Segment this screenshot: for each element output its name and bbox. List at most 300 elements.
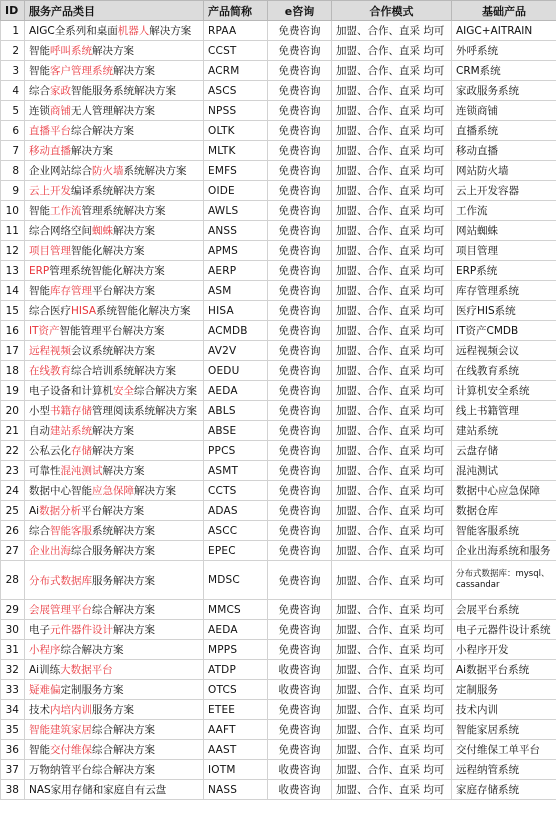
row-base-product: 远程纳管系统	[452, 760, 556, 780]
row-product-name	[25, 321, 204, 341]
row-e-consult: 收费咨询	[268, 680, 332, 700]
table-row	[1, 261, 556, 281]
name-highlight: 疑难偏	[29, 684, 61, 696]
table-row	[1, 61, 556, 81]
row-e-consult: 免费咨询	[268, 181, 332, 201]
row-e-consult: 免费咨询	[268, 121, 332, 141]
name-text: 智能	[29, 45, 50, 57]
row-id: 26	[1, 521, 25, 541]
name-highlight: 混沌测试	[60, 465, 103, 477]
row-product-name	[25, 241, 204, 261]
row-product-name	[25, 600, 204, 620]
row-e-consult: 免费咨询	[268, 321, 332, 341]
table-row	[1, 760, 556, 780]
row-base-product: 连锁商铺	[452, 101, 556, 121]
name-highlight: 蜘蛛	[92, 225, 113, 237]
row-e-consult: 免费咨询	[268, 620, 332, 640]
row-abbr: NPSS	[204, 101, 268, 121]
row-mode: 加盟、合作、直采 均可	[332, 381, 452, 401]
row-mode: 加盟、合作、直采 均可	[332, 61, 452, 81]
row-product-name	[25, 561, 204, 600]
row-abbr: MLTK	[204, 141, 268, 161]
row-id: 21	[1, 421, 25, 441]
name-highlight: 直播平台	[29, 125, 71, 137]
name-text: NAS家用存储和家庭自有云盘	[29, 784, 167, 796]
row-base-product: 库存管理系统	[452, 281, 556, 301]
name-text: 管理系统解决方案	[81, 205, 166, 217]
name-text: 平台解决方案	[81, 505, 145, 517]
row-product-name	[25, 640, 204, 660]
table-row	[1, 101, 556, 121]
row-product-name	[25, 101, 204, 121]
row-id: 4	[1, 81, 25, 101]
table-body	[1, 21, 556, 800]
row-product-name	[25, 660, 204, 680]
row-mode: 加盟、合作、直采 均可	[332, 41, 452, 61]
name-highlight: 小程序	[29, 644, 61, 656]
name-text: 综合解决方案	[71, 125, 134, 137]
row-base-product: 家庭存储系统	[452, 780, 556, 800]
row-base-product: 工作流	[452, 201, 556, 221]
row-abbr: ABSE	[204, 421, 268, 441]
row-mode: 加盟、合作、直采 均可	[332, 81, 452, 101]
row-base-product: Ai数据平台系统	[452, 660, 556, 680]
name-text: 解决方案	[113, 624, 155, 636]
name-highlight: 在线教育	[29, 365, 71, 377]
row-mode: 加盟、合作、直采 均可	[332, 141, 452, 161]
name-text: 综合	[29, 85, 50, 97]
name-text: 数据中心智能	[29, 485, 92, 497]
row-base-product: 线上书籍管理	[452, 401, 556, 421]
row-mode: 加盟、合作、直采 均可	[332, 541, 452, 561]
row-abbr: MMCS	[204, 600, 268, 620]
table-row	[1, 241, 556, 261]
row-e-consult: 免费咨询	[268, 61, 332, 81]
row-abbr: AAST	[204, 740, 268, 760]
row-abbr: ACMDB	[204, 321, 268, 341]
header-id: ID	[1, 1, 25, 21]
name-highlight: 防火墙	[92, 165, 124, 177]
row-product-name	[25, 401, 204, 421]
table-row	[1, 680, 556, 700]
name-highlight: 分布式数据库	[29, 574, 92, 587]
name-highlight: 家政	[50, 85, 71, 97]
name-highlight: 工作流	[50, 205, 82, 217]
name-highlight: 项目管理	[29, 245, 71, 257]
row-id: 11	[1, 221, 25, 241]
row-product-name	[25, 481, 204, 501]
row-abbr: OIDE	[204, 181, 268, 201]
name-text: 智能	[29, 205, 50, 217]
row-id: 23	[1, 461, 25, 481]
name-text: 综合培训系统解决方案	[71, 365, 176, 377]
row-abbr: NASS	[204, 780, 268, 800]
name-text: Ai	[29, 505, 40, 517]
row-mode: 加盟、合作、直采 均可	[332, 461, 452, 481]
name-highlight: 企业出海	[29, 545, 71, 557]
row-abbr: ASMT	[204, 461, 268, 481]
row-abbr: OTCS	[204, 680, 268, 700]
name-text: 可靠性	[29, 465, 61, 477]
row-abbr: RPAA	[204, 21, 268, 41]
name-text: 智能管理平台解决方案	[59, 325, 165, 337]
name-text: 智能	[29, 65, 50, 77]
row-product-name	[25, 261, 204, 281]
row-id: 7	[1, 141, 25, 161]
name-highlight: 大数据平台	[60, 664, 113, 676]
row-base-product: 电子元器件设计系统	[452, 620, 556, 640]
table-row	[1, 461, 556, 481]
name-highlight: 移动直播	[29, 145, 71, 157]
row-product-name	[25, 301, 204, 321]
name-text: 公私云化	[29, 445, 71, 457]
row-abbr: ATDP	[204, 660, 268, 680]
row-id: 3	[1, 61, 25, 81]
name-text: 技术	[29, 704, 50, 716]
name-text: 解决方案	[71, 145, 113, 157]
row-mode: 加盟、合作、直采 均可	[332, 760, 452, 780]
row-id: 24	[1, 481, 25, 501]
row-abbr: EMFS	[204, 161, 268, 181]
name-highlight: 呼叫系统	[50, 45, 92, 57]
table-row	[1, 501, 556, 521]
row-product-name	[25, 121, 204, 141]
row-base-product: 交付维保工单平台	[452, 740, 556, 760]
row-base-product: AIGC+AITRAIN	[452, 21, 556, 41]
row-base-product: 家政服务系统	[452, 81, 556, 101]
row-e-consult: 免费咨询	[268, 141, 332, 161]
name-text: 综合服务解决方案	[71, 545, 155, 557]
table-row	[1, 41, 556, 61]
name-text: 综合解决方案	[134, 385, 197, 397]
name-text: 管理阅读系统解决方案	[92, 405, 197, 417]
row-base-product: IT资产CMDB	[452, 321, 556, 341]
name-highlight: 远程视频	[29, 345, 71, 357]
row-product-name	[25, 281, 204, 301]
table-row	[1, 600, 556, 620]
row-abbr: ANSS	[204, 221, 268, 241]
row-abbr: AEDA	[204, 381, 268, 401]
name-text: 自动	[29, 425, 50, 437]
row-product-name	[25, 680, 204, 700]
row-e-consult: 免费咨询	[268, 461, 332, 481]
row-e-consult: 免费咨询	[268, 301, 332, 321]
row-e-consult: 收费咨询	[268, 660, 332, 680]
row-e-consult: 免费咨询	[268, 740, 332, 760]
name-text: Ai训练	[29, 664, 61, 676]
row-base-product: CRM系统	[452, 61, 556, 81]
row-base-product: 云盘存储	[452, 441, 556, 461]
row-mode: 加盟、合作、直采 均可	[332, 301, 452, 321]
row-e-consult: 免费咨询	[268, 521, 332, 541]
row-abbr: EPEC	[204, 541, 268, 561]
row-e-consult: 免费咨询	[268, 700, 332, 720]
row-mode: 加盟、合作、直采 均可	[332, 720, 452, 740]
row-abbr: AWLS	[204, 201, 268, 221]
row-id: 28	[1, 561, 25, 600]
row-abbr: AEDA	[204, 620, 268, 640]
header-name: 服务产品类目	[25, 1, 204, 21]
row-id: 33	[1, 680, 25, 700]
row-product-name	[25, 141, 204, 161]
row-product-name	[25, 341, 204, 361]
row-mode: 加盟、合作、直采 均可	[332, 620, 452, 640]
row-id: 18	[1, 361, 25, 381]
table-row	[1, 381, 556, 401]
name-highlight: 智能建筑家居	[29, 724, 92, 736]
name-highlight: 存储	[71, 445, 92, 457]
table-row	[1, 660, 556, 680]
table-row	[1, 81, 556, 101]
name-text: 电子设备和计算机	[29, 385, 113, 397]
row-product-name	[25, 161, 204, 181]
name-text: 解决方案	[92, 45, 134, 57]
name-text: 解决方案	[149, 25, 192, 37]
name-highlight: 内培内训	[50, 704, 92, 716]
row-mode: 加盟、合作、直采 均可	[332, 600, 452, 620]
row-mode: 加盟、合作、直采 均可	[332, 241, 452, 261]
row-mode: 加盟、合作、直采 均可	[332, 221, 452, 241]
row-abbr: MDSC	[204, 561, 268, 600]
row-e-consult: 免费咨询	[268, 241, 332, 261]
row-product-name	[25, 501, 204, 521]
name-text: 连锁	[29, 105, 50, 117]
row-base-product: 网站蜘蛛	[452, 221, 556, 241]
name-highlight: 书籍存储	[50, 405, 92, 417]
row-abbr: ABLS	[204, 401, 268, 421]
row-base-product: 技术内训	[452, 700, 556, 720]
table-row	[1, 620, 556, 640]
name-text: 解决方案	[92, 445, 134, 457]
row-base-product: 小程序开发	[452, 640, 556, 660]
row-id: 10	[1, 201, 25, 221]
table-row	[1, 521, 556, 541]
table-row	[1, 301, 556, 321]
row-mode: 加盟、合作、直采 均可	[332, 161, 452, 181]
row-base-product: 混沌测试	[452, 461, 556, 481]
name-text: 解决方案	[92, 425, 134, 437]
row-id: 16	[1, 321, 25, 341]
row-id: 5	[1, 101, 25, 121]
row-mode: 加盟、合作、直采 均可	[332, 181, 452, 201]
row-base-product: 数据仓库	[452, 501, 556, 521]
row-abbr: ADAS	[204, 501, 268, 521]
row-id: 6	[1, 121, 25, 141]
name-text: 系统解决方案	[92, 525, 155, 537]
row-product-name	[25, 780, 204, 800]
row-base-product: 定制服务	[452, 680, 556, 700]
row-e-consult: 免费咨询	[268, 541, 332, 561]
row-e-consult: 免费咨询	[268, 361, 332, 381]
row-base-product: ERP系统	[452, 261, 556, 281]
row-product-name	[25, 361, 204, 381]
row-id: 13	[1, 261, 25, 281]
table-row	[1, 401, 556, 421]
row-e-consult: 免费咨询	[268, 341, 332, 361]
row-e-consult: 免费咨询	[268, 101, 332, 121]
name-highlight: 建站系统	[50, 425, 92, 437]
name-text: 管理系统智能化解决方案	[49, 265, 165, 277]
header-e-consult: e咨询	[268, 1, 332, 21]
row-product-name	[25, 441, 204, 461]
table-row	[1, 481, 556, 501]
row-product-name	[25, 201, 204, 221]
name-highlight: 云上开发	[29, 185, 71, 197]
row-e-consult: 免费咨询	[268, 161, 332, 181]
row-id: 2	[1, 41, 25, 61]
table-row	[1, 441, 556, 461]
row-abbr: ETEE	[204, 700, 268, 720]
row-abbr: OEDU	[204, 361, 268, 381]
table-row	[1, 341, 556, 361]
name-text: 综合网络空间	[29, 225, 92, 237]
table-row	[1, 181, 556, 201]
table-row	[1, 201, 556, 221]
row-id: 37	[1, 760, 25, 780]
row-product-name	[25, 740, 204, 760]
row-product-name	[25, 521, 204, 541]
name-text: 编译系统解决方案	[71, 185, 155, 197]
row-id: 17	[1, 341, 25, 361]
row-id: 31	[1, 640, 25, 660]
row-e-consult: 免费咨询	[268, 421, 332, 441]
row-product-name	[25, 421, 204, 441]
table-row	[1, 561, 556, 600]
row-e-consult: 免费咨询	[268, 441, 332, 461]
row-e-consult: 免费咨询	[268, 501, 332, 521]
name-text: 无人管理解决方案	[71, 105, 155, 117]
row-id: 25	[1, 501, 25, 521]
name-text: 智能服务系统解决方案	[71, 85, 176, 97]
name-text: 电子	[29, 624, 50, 636]
name-text: 小型	[29, 405, 50, 417]
row-mode: 加盟、合作、直采 均可	[332, 121, 452, 141]
row-e-consult: 免费咨询	[268, 41, 332, 61]
table-row	[1, 700, 556, 720]
table-row	[1, 161, 556, 181]
name-highlight: 库存管理	[50, 285, 92, 297]
name-text: 智能	[29, 744, 50, 756]
name-text: AIGC全系列和桌面	[29, 25, 118, 37]
row-mode: 加盟、合作、直采 均可	[332, 201, 452, 221]
row-id: 35	[1, 720, 25, 740]
row-mode: 加盟、合作、直采 均可	[332, 21, 452, 41]
row-product-name	[25, 221, 204, 241]
name-text: 解决方案	[134, 485, 176, 497]
row-abbr: OLTK	[204, 121, 268, 141]
name-text: 综合解决方案	[92, 744, 155, 756]
table-row	[1, 780, 556, 800]
row-product-name	[25, 620, 204, 640]
table-row	[1, 541, 556, 561]
row-product-name	[25, 61, 204, 81]
name-text: 系统解决方案	[123, 165, 187, 177]
row-abbr: ASM	[204, 281, 268, 301]
name-text: 综合解决方案	[60, 644, 124, 656]
name-text: 综合医疗	[29, 305, 71, 317]
header-mode: 合作模式	[332, 1, 452, 21]
row-e-consult: 免费咨询	[268, 381, 332, 401]
name-text: 系统智能化解决方案	[96, 305, 191, 317]
row-mode: 加盟、合作、直采 均可	[332, 481, 452, 501]
table-row	[1, 640, 556, 660]
row-base-product: 直播系统	[452, 121, 556, 141]
row-mode: 加盟、合作、直采 均可	[332, 501, 452, 521]
row-e-consult: 收费咨询	[268, 760, 332, 780]
row-e-consult: 免费咨询	[268, 561, 332, 600]
row-abbr: CCST	[204, 41, 268, 61]
row-mode: 加盟、合作、直采 均可	[332, 261, 452, 281]
name-text: 会议系统解决方案	[71, 345, 155, 357]
row-id: 30	[1, 620, 25, 640]
row-mode: 加盟、合作、直采 均可	[332, 680, 452, 700]
name-highlight: IT资产	[29, 325, 60, 337]
row-mode: 加盟、合作、直采 均可	[332, 421, 452, 441]
table-row	[1, 121, 556, 141]
table-row	[1, 141, 556, 161]
row-e-consult: 免费咨询	[268, 201, 332, 221]
row-abbr: IOTM	[204, 760, 268, 780]
row-e-consult: 免费咨询	[268, 720, 332, 740]
row-e-consult: 免费咨询	[268, 281, 332, 301]
row-id: 14	[1, 281, 25, 301]
row-abbr: ACRM	[204, 61, 268, 81]
row-product-name	[25, 760, 204, 780]
name-text: 万物纳管平台综合解决方案	[29, 764, 155, 776]
name-text: 综合解决方案	[92, 724, 155, 736]
row-base-product: 企业出海系统和服务	[452, 541, 556, 561]
row-base-product: 外呼系统	[452, 41, 556, 61]
row-id: 22	[1, 441, 25, 461]
row-base-product: 网站防火墙	[452, 161, 556, 181]
name-highlight: 商铺	[50, 105, 71, 117]
name-highlight: 客户管理系统	[50, 65, 113, 77]
name-text: 企业网站综合	[29, 165, 92, 177]
row-abbr: MPPS	[204, 640, 268, 660]
row-id: 29	[1, 600, 25, 620]
row-mode: 加盟、合作、直采 均可	[332, 521, 452, 541]
name-text: 智能	[29, 285, 50, 297]
row-abbr: APMS	[204, 241, 268, 261]
name-text: 解决方案	[102, 465, 145, 477]
name-text: 平台解决方案	[92, 285, 155, 297]
row-id: 19	[1, 381, 25, 401]
row-e-consult: 免费咨询	[268, 600, 332, 620]
row-mode: 加盟、合作、直采 均可	[332, 740, 452, 760]
row-base-product: 移动直播	[452, 141, 556, 161]
row-e-consult: 收费咨询	[268, 780, 332, 800]
row-id: 20	[1, 401, 25, 421]
row-id: 1	[1, 21, 25, 41]
row-product-name	[25, 181, 204, 201]
row-id: 15	[1, 301, 25, 321]
name-highlight: 数据分析	[39, 505, 82, 517]
name-text: 综合	[29, 525, 50, 537]
row-base-product: 建站系统	[452, 421, 556, 441]
row-product-name	[25, 381, 204, 401]
table-row	[1, 21, 556, 41]
row-product-name	[25, 81, 204, 101]
row-mode: 加盟、合作、直采 均可	[332, 361, 452, 381]
header-abbr: 产品简称	[204, 1, 268, 21]
row-mode: 加盟、合作、直采 均可	[332, 640, 452, 660]
name-text: 服务方案	[92, 704, 134, 716]
row-product-name	[25, 700, 204, 720]
table-row	[1, 740, 556, 760]
row-base-product: 计算机安全系统	[452, 381, 556, 401]
row-e-consult: 免费咨询	[268, 81, 332, 101]
name-text: 智能化解决方案	[71, 245, 145, 257]
